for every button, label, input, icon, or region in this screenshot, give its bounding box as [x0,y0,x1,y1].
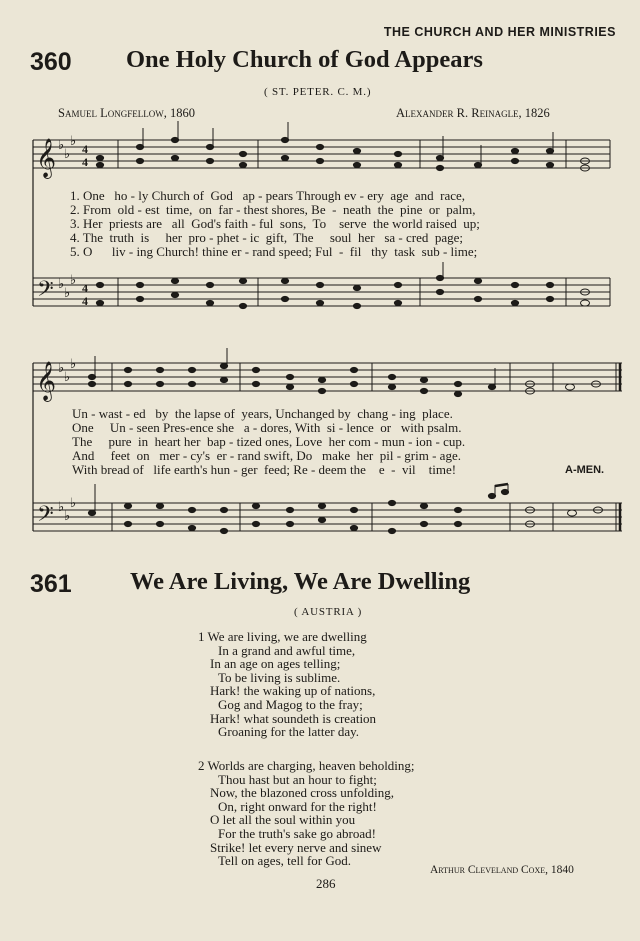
svg-text:♭: ♭ [70,133,77,148]
stanza-line: Tell on ages, tell for God. [218,853,352,869]
svg-text:♭: ♭ [70,356,77,371]
svg-text:♭: ♭ [64,146,71,161]
hymn-360-tune: ( ST. PETER. C. M.) [264,86,372,98]
page-number: 286 [316,876,336,891]
hymn-360-title: One Holy Church of God Appears [126,46,483,73]
verse-line: 5. O liv - ing Church! thine er - rand speed; Ful - fil thy task sub - lime; [70,244,478,259]
treble-staff-2 [33,363,622,391]
stanza-line: Now, the blazoned cross unfolding, [210,785,395,801]
hymn-361-author: Arthur Cleveland Coxe, 1840 [430,864,574,876]
svg-text:♭: ♭ [64,285,71,300]
stanza-line: Hark! the waking up of nations, [210,683,376,699]
svg-text:4: 4 [82,155,88,169]
verse-line: With bread of life earth's hun - ger feed; Re - deem the e - vil time! [72,462,457,477]
verse-line: 3. Her priests are all God's faith - ful sons, To serve the world raised up; [70,216,480,231]
hymn-361-title: We Are Living, We Are Dwelling [130,568,471,595]
svg-text:♭: ♭ [70,495,77,510]
bass-clef-icon: 𝄢 [37,502,54,531]
hymn-361-number: 361 [30,570,72,598]
stanza-line: Strike! let every nerve and sinew [210,839,382,855]
treble-clef-icon: 𝄞 [36,140,57,177]
stanza-line: In a grand and awful time, [218,642,356,658]
svg-text:♭: ♭ [70,272,77,287]
hymn-360-number: 360 [30,48,72,76]
svg-text:♭: ♭ [58,276,65,291]
verse-line: One Un - seen Pres-ence she a - dores, With si - lence or with psalm. [72,420,462,435]
svg-text:♭: ♭ [58,360,65,375]
amen-label: A-MEN. [565,464,605,476]
svg-text:♭: ♭ [64,369,71,384]
hymn-360-composer: Alexander R. Reinagle, 1826 [396,106,550,120]
bass-clef-icon: 𝄢 [37,277,54,306]
bass-staff-2 [33,503,622,531]
verse-line: Un - wast - ed by the lapse of years, Unchanged by chang - ing place. [72,406,453,421]
stanza-line: O let all the soul within you [210,812,356,828]
hymn-361-tune: ( AUSTRIA ) [294,606,363,618]
svg-text:♭: ♭ [64,508,71,523]
svg-text:4: 4 [82,142,88,156]
notes-bass-2 [88,484,602,534]
verse-line: 4. The truth is her pro - phet - ic gift, The soul her sa - cred page; [70,230,464,245]
stanza-line: Gog and Magog to the fray; [218,696,363,712]
stanza-line: For the truth's sake go abroad! [218,825,376,841]
svg-text:♭: ♭ [58,499,65,514]
stanza-line: Groaning for the latter day. [218,724,360,740]
svg-text:♭: ♭ [58,137,65,152]
notes-treble-1 [96,121,589,171]
stanza-line: 2 Worlds are charging, heaven beholding; [198,758,415,773]
svg-text:4: 4 [82,281,88,295]
hymn-361-stanza-1 [198,630,376,739]
verse-line: 2. From old - est time, on far - thest shores, Be - neath the pine or palm, [70,202,476,217]
stanza-line: Hark! what soundeth is creation [210,710,377,726]
verse-line: And feet on mer - cy's er - rand swift, Do make her pil - grim - age. [72,448,461,463]
verse-line: The pure in heart her bap - tized ones, Love her com - mun - ion - cup. [72,434,466,449]
hymn-360-author: Samuel Longfellow, 1860 [58,106,195,120]
verse-line: 1. One ho - ly Church of God ap - pears Through ev - ery age and race, [70,188,466,203]
stanza-line: 1 We are living, we are dwelling [198,629,367,644]
stanza-line: Thou hast but an hour to fight; [218,771,377,787]
treble-clef-icon: 𝄞 [36,363,57,400]
svg-text:4: 4 [82,294,88,308]
stanza-line: In an age on ages telling; [210,656,341,672]
stanza-line: On, right onward for the right! [218,798,377,814]
stanza-line: To be living is sublime. [218,669,341,685]
hymn-361-stanza-2 [198,759,415,868]
notes-treble-2 [88,348,600,397]
section-header: THE CHURCH AND HER MINISTRIES [383,25,616,39]
